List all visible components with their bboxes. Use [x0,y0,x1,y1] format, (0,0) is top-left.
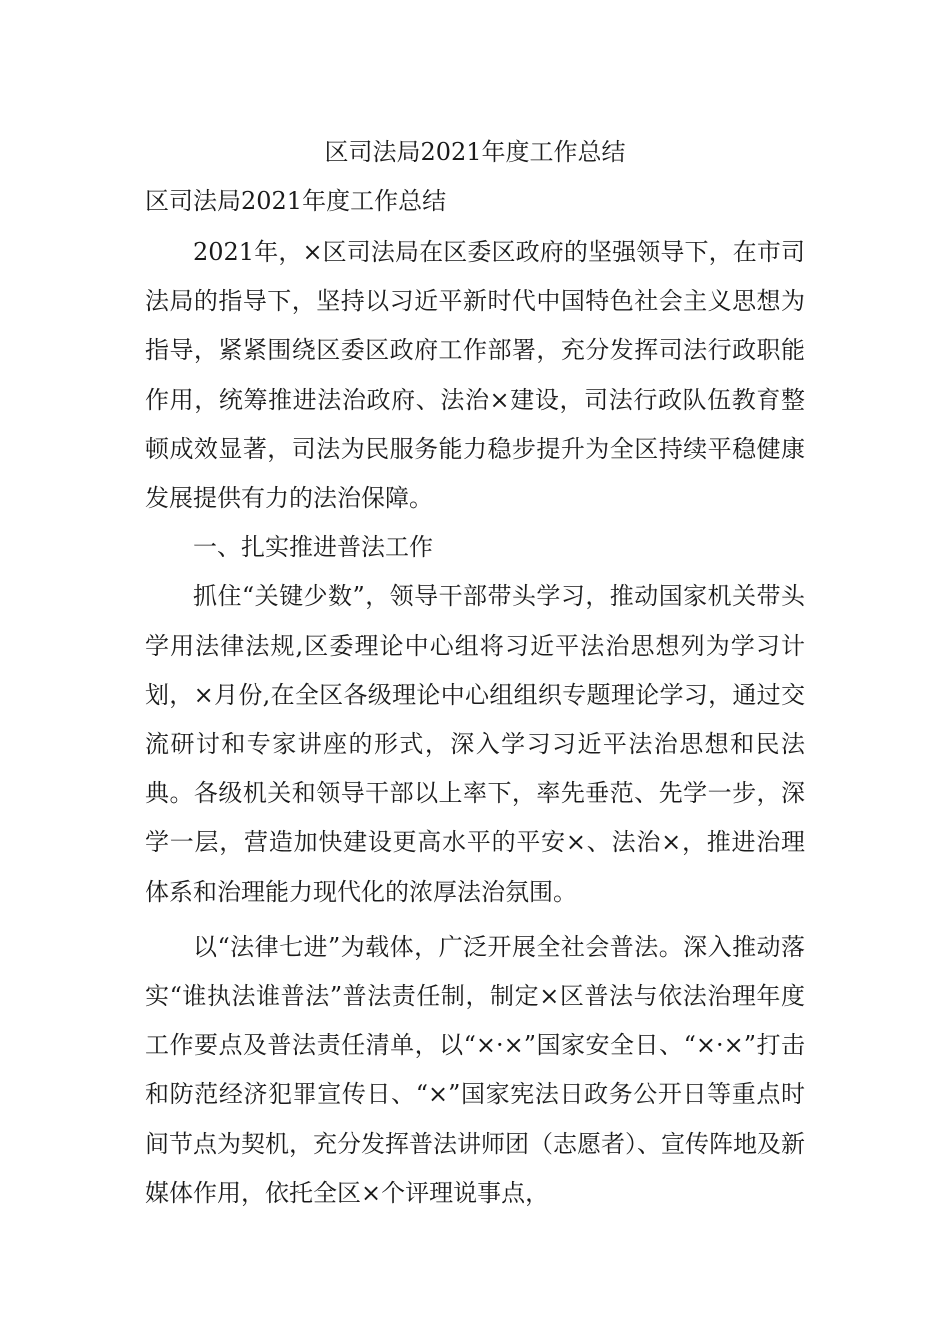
section-heading-1: 一、扎实推进普法工作 [193,533,433,562]
document-body [145,228,805,1218]
document-subtitle: 区司法局2021年度工作总结 [145,187,447,215]
document-title: 区司法局2021年度工作总结 [324,138,626,166]
paragraph-law-seven: 以“法律七进”为载体，广泛开展全社会普法。深入推动落实“谁执法谁普法”普法责任制，制定×区普法与依法治理年度工作要点及普法责任清单，以“×·×”国家安全日、“×·×”打击和防范经济犯罪宣传日、“×”国家宪法日政务公开日等重点时间节点为契机，充分发挥普法讲师团（志愿者）、宣传阵地及新媒体作用，依托全区×个评理说事点， [145,932,805,1207]
paragraph-key-minority: 抓住“关键少数”，领导干部带头学习，推动国家机关带头学用法律法规,区委理论中心组将习近平法治思想列为学习计划，×月份,在全区各级理论中心组组织专题理论学习，通过交流研讨和专家讲座的形式，深入学习习近平法治思想和民法典。各级机关和领导干部以上率下，率先垂范、先学一步，深学一层，营造加快建设更高水平的平安×、法治×，推进治理体系和治理能力现代化的浓厚法治氛围。 [145,582,805,906]
paragraph-intro: 2021年，×区司法局在区委区政府的坚强领导下，在市司法局的指导下，坚持以习近平新时代中国特色社会主义思想为指导，紧紧围绕区委区政府工作部署，充分发挥司法行政职能作用，统筹推进法治政府、法治×建设，司法行政队伍教育整顿成效显著，司法为民服务能力稳步提升为全区持续平稳健康发展提供有力的法治保障。 [145,238,805,513]
